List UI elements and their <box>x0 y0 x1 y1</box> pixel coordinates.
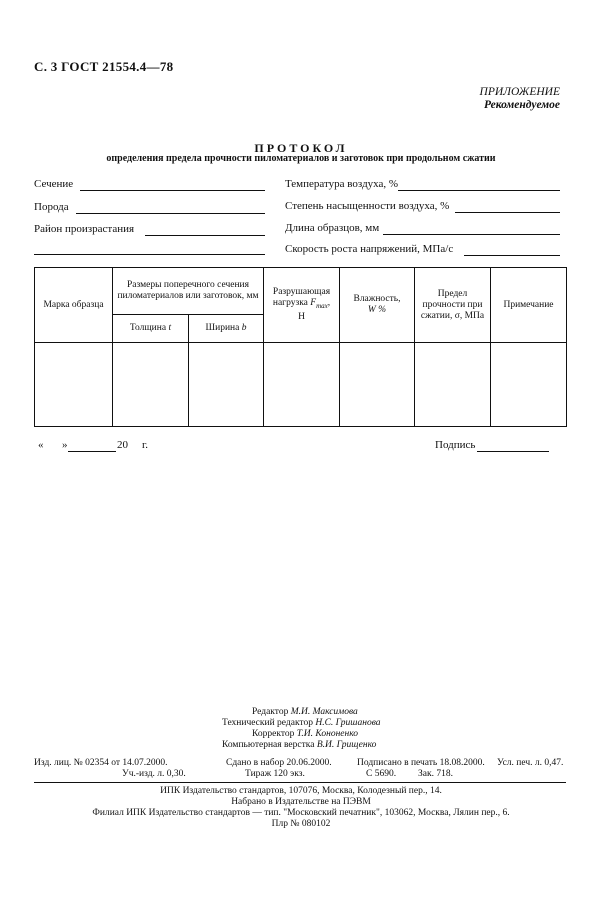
imprint-publisher: ИПК Издательство стандартов, 107076, Москва, Колодезный пер., 14. <box>160 786 442 796</box>
appendix-block <box>480 86 560 112</box>
protocol-title: ПРОТОКОЛ <box>254 141 348 155</box>
credit-layout-name: В.И. Грищенко <box>316 740 377 750</box>
cell-thickness[interactable] <box>113 343 189 427</box>
cell-moisture[interactable] <box>340 343 415 427</box>
year-suffix: г. <box>142 439 149 451</box>
cell-mark[interactable] <box>35 343 113 427</box>
imprint-run: Тираж 120 экз. <box>245 769 305 779</box>
col-header-width-symbol: b <box>241 323 247 333</box>
protocol-subtitle: определения предела прочности пиломатериалов и заготовок при продольном сжатии <box>106 153 496 164</box>
col-header-load: Разрушающая нагрузка $F_{max}$, Н <box>264 268 340 343</box>
credit-layout-label: Компьютерная верстка <box>222 740 315 750</box>
field-sample-length-line[interactable] <box>383 234 560 235</box>
field-air-saturation-label: Степень насыщенности воздуха, % <box>285 200 450 212</box>
imprint-plr: Плр № 080102 <box>271 819 331 829</box>
col-header-moisture-unit: W % <box>367 305 387 315</box>
cell-width[interactable] <box>189 343 264 427</box>
field-air-saturation-line[interactable] <box>455 212 560 213</box>
col-header-moisture <box>340 268 415 343</box>
protocol-table <box>34 267 567 427</box>
imprint-signed: Подписано в печать 18.08.2000. <box>357 758 485 768</box>
cell-load[interactable] <box>264 343 340 427</box>
col-header-note: Примечание <box>491 268 567 343</box>
credit-tech-editor-label: Технический редактор <box>222 718 313 728</box>
imprint-order: Зак. 718. <box>418 769 453 779</box>
imprint-branch: Филиал ИПК Издательство стандартов — тип. "Московский печатник", 103062, Москва, Лялин пер., 6. <box>92 808 510 818</box>
col-header-dimensions: Размеры поперечного сечения пиломатериалов или заготовок, мм <box>113 268 264 315</box>
imprint-typeset-at: Набрано в Издательстве на ПЭВМ <box>231 797 371 807</box>
imprint-rule <box>34 782 566 783</box>
col-header-thickness-text: Толщина <box>129 323 167 333</box>
col-header-strength: Предел прочности при сжатии, σ, МПа <box>415 268 491 343</box>
field-stress-rate-label: Скорость роста напряжений, МПа/с <box>285 243 454 255</box>
field-air-temp-label: Температура воздуха, % <box>285 178 399 190</box>
credit-corrector-label: Корректор <box>252 729 295 739</box>
imprint-typeset: Сдано в набор 20.06.2000. <box>226 758 332 768</box>
field-species-line[interactable] <box>76 213 265 214</box>
signature-line[interactable] <box>477 451 549 452</box>
field-growth-area-line[interactable] <box>145 235 265 236</box>
col-header-load-subscript: max <box>316 301 328 310</box>
credit-tech-editor <box>222 718 381 728</box>
imprint-license: Изд. лиц. № 02354 от 14.07.2000. <box>34 758 168 768</box>
col-header-load-unit: Н <box>298 311 305 322</box>
col-header-thickness-symbol: t <box>168 323 172 333</box>
credit-editor <box>252 707 358 717</box>
col-header-mark: Марка образца <box>35 268 113 343</box>
page-header: С. 3 ГОСТ 21554.4—78 <box>34 59 174 74</box>
col-header-moisture-text: Влажность, <box>353 294 401 304</box>
field-extra-line[interactable] <box>34 254 265 255</box>
credit-corrector <box>252 729 358 739</box>
field-stress-rate-line[interactable] <box>464 255 560 256</box>
field-section-line[interactable] <box>80 190 265 191</box>
imprint-pub-sheets: Уч.-изд. л. 0,30. <box>122 769 186 779</box>
field-air-temp-line[interactable] <box>398 190 560 191</box>
signature-label: Подпись <box>435 439 476 451</box>
col-header-thickness <box>113 315 189 343</box>
cell-note[interactable] <box>491 343 567 427</box>
imprint-print-sheets: Усл. печ. л. 0,47. <box>497 758 564 768</box>
credit-corrector-name: Т.И. Кононенко <box>296 729 359 739</box>
col-header-load-symbol: F <box>310 298 317 309</box>
field-section-label: Сечение <box>34 178 74 190</box>
field-sample-length-label: Длина образцов, мм <box>285 222 380 234</box>
appendix-label: ПРИЛОЖЕНИЕ <box>479 86 560 98</box>
credit-tech-editor-name: Н.С. Гришанова <box>315 718 381 728</box>
col-header-width-text: Ширина <box>205 323 240 333</box>
credit-editor-label: Редактор <box>252 707 289 717</box>
field-species-label: Порода <box>34 201 69 213</box>
col-header-width <box>189 315 264 343</box>
appendix-note: Рекомендуемое <box>484 99 560 111</box>
date-open-quote: « <box>38 439 44 451</box>
credit-editor-name: М.И. Максимова <box>290 707 358 717</box>
imprint-code: С 5690. <box>366 769 397 779</box>
date-line[interactable] <box>68 451 116 452</box>
credit-layout <box>222 740 376 750</box>
cell-strength[interactable] <box>415 343 491 427</box>
year-prefix: 20 <box>117 439 128 451</box>
field-growth-area-label: Район произрастания <box>34 223 135 235</box>
date-close-quote: » <box>62 439 68 451</box>
col-header-load-text: Разрушающая нагрузка <box>272 287 331 309</box>
